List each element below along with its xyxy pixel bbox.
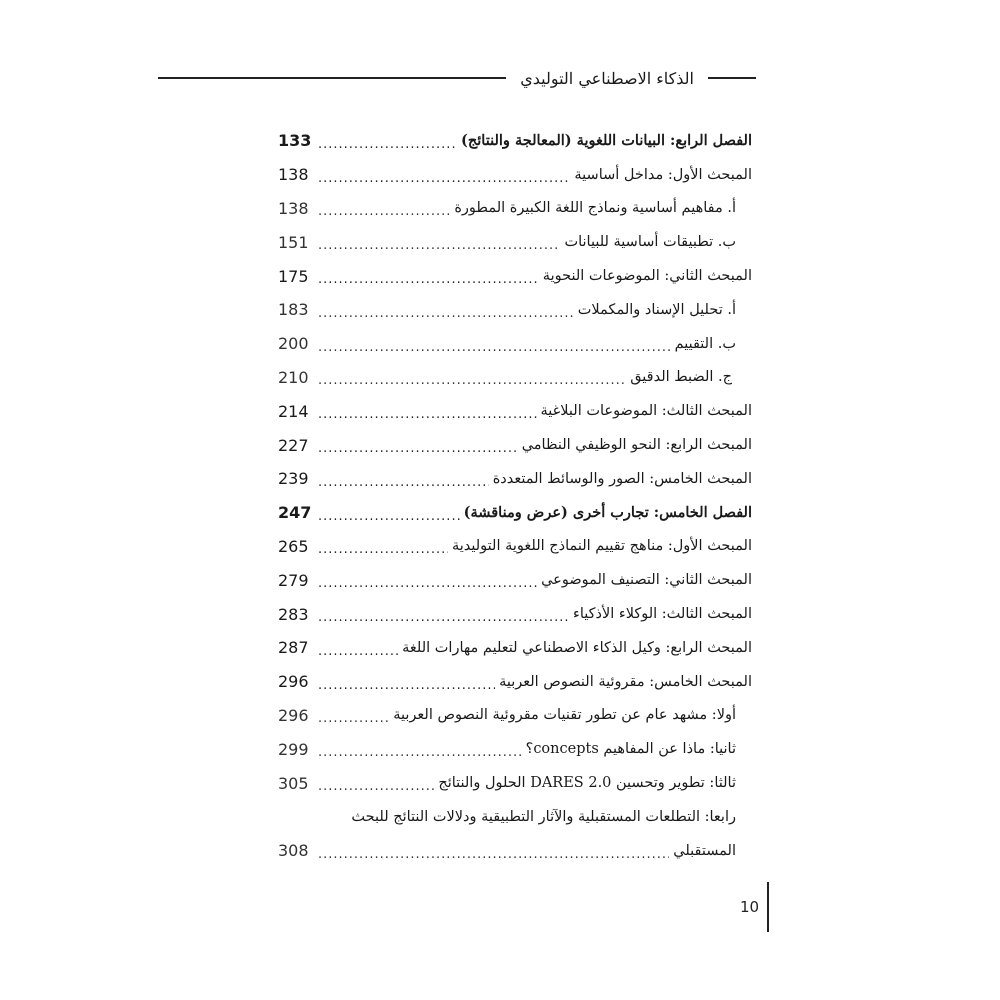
toc-row-chapter: [278, 124, 752, 158]
dot-leader: [318, 542, 448, 563]
toc-entry: الفصل الخامس: تجارب أخرى (عرض ومناقشة): [463, 504, 752, 522]
dot-leader: [318, 745, 522, 766]
toc-row-section: [278, 665, 752, 699]
toc-row-section: [278, 462, 752, 496]
toc-entry: المبحث الثاني: الموضوعات النحوية: [542, 268, 752, 285]
toc-row-subsection: [278, 361, 752, 395]
toc-entry: ثالثا: تطوير وتحسين DARES 2.0 الحلول والنتائج: [438, 775, 736, 792]
toc-row-section: [278, 530, 752, 564]
toc-entry: أ. تحليل الإسناد والمكملات: [577, 301, 736, 318]
dot-leader: [318, 306, 574, 327]
toc-page-number: 151: [278, 232, 309, 252]
toc-page-number: 227: [278, 435, 309, 455]
toc-page-number: 175: [278, 266, 309, 286]
dot-leader: [318, 509, 460, 530]
dot-leader: [318, 644, 398, 665]
dot-leader: [318, 340, 671, 361]
dot-leader: [318, 711, 389, 732]
toc-entry: المبحث الرابع: النحو الوظيفي النظامي: [521, 437, 752, 454]
header-rule-long: [158, 77, 506, 79]
toc-page-number: 210: [278, 367, 309, 387]
toc-entry: المبحث الثاني: التصنيف الموضوعي: [541, 572, 752, 589]
dot-leader: [318, 779, 434, 800]
toc-page-number: 214: [278, 401, 309, 421]
toc-row-subsection: [278, 293, 752, 327]
toc-page-number: 265: [278, 536, 309, 556]
toc-page-number: 279: [278, 570, 309, 590]
toc-page-number: 247: [278, 503, 312, 523]
toc-row-section: [278, 259, 752, 293]
toc-page-number: 283: [278, 604, 309, 624]
toc-entry: رابعا: التطلعات المستقبلية والآثار التطبيقية ودلالات النتائج للبحث: [351, 808, 736, 825]
toc-page-number: 138: [278, 198, 309, 218]
toc-row-chapter: [278, 496, 752, 530]
toc-page-number: 138: [278, 165, 309, 185]
toc-page-number: 296: [278, 672, 309, 692]
dot-leader: [318, 441, 518, 462]
dot-leader: [318, 407, 537, 428]
dot-leader: [318, 137, 457, 158]
toc-entry: المبحث الثالث: الموضوعات البلاغية: [540, 403, 752, 420]
toc-row-subsection: [278, 766, 752, 800]
header-rule-short: [708, 77, 756, 79]
dot-leader: [318, 847, 669, 868]
toc-page-number: 305: [278, 773, 309, 793]
toc-row-subsection: [278, 800, 752, 834]
toc-entry: المبحث الأول: مداخل أساسية: [574, 166, 752, 183]
toc-page-number: 299: [278, 739, 309, 759]
page-number: 10: [740, 898, 760, 916]
footer-rule: [767, 882, 769, 932]
toc-row-subsection: [278, 699, 752, 733]
dot-leader: [318, 678, 495, 699]
toc-entry: المبحث الرابع: وكيل الذكاء الاصطناعي لتعليم مهارات اللغة: [402, 639, 752, 656]
dot-leader: [318, 171, 570, 192]
dot-leader: [318, 272, 539, 293]
toc-page-number: 296: [278, 705, 309, 725]
dot-leader: [318, 204, 450, 225]
toc-page-number: 183: [278, 300, 309, 320]
toc-entry: المبحث الخامس: الصور والوسائط المتعددة: [492, 470, 752, 487]
toc-page-number: 239: [278, 469, 309, 489]
toc-entry: المستقبلي: [673, 842, 736, 859]
toc-entry: أ. مفاهيم أساسية ونماذج اللغة الكبيرة المطورة: [454, 200, 736, 217]
dot-leader: [318, 238, 560, 259]
dot-leader: [318, 576, 537, 597]
dot-leader: [318, 373, 626, 394]
toc-row-subsection: [278, 732, 752, 766]
toc-entry: ب. التقييم: [674, 335, 736, 352]
header-title: الذكاء الاصطناعي التوليدي: [520, 68, 694, 88]
toc-row-subsection: [278, 192, 752, 226]
dot-leader: [318, 610, 569, 631]
table-of-contents: [278, 124, 752, 868]
toc-page-number: 133: [278, 131, 312, 151]
page-footer: [740, 882, 780, 932]
toc-entry: ثانيا: ماذا عن المفاهيم concepts؟: [525, 741, 736, 758]
toc-row-section: [278, 158, 752, 192]
toc-page-number: 200: [278, 334, 309, 354]
toc-entry: ج. الضبط الدقيق: [630, 369, 732, 386]
toc-row-section: [278, 428, 752, 462]
toc-row-section: [278, 394, 752, 428]
toc-page-number: 308: [278, 841, 309, 861]
toc-entry: الفصل الرابع: البيانات اللغوية (المعالجة والنتائج): [461, 132, 752, 150]
dot-leader: [318, 475, 489, 496]
toc-row-subsection: [278, 327, 752, 361]
toc-entry: ب. تطبيقات أساسية للبيانات: [564, 234, 736, 251]
toc-entry: أولا: مشهد عام عن تطور تقنيات مقروئية النصوص العربية: [393, 707, 736, 724]
toc-row-subsection-continued: [278, 834, 752, 868]
toc-row-section: [278, 597, 752, 631]
toc-row-section: [278, 563, 752, 597]
toc-entry: المبحث الخامس: مقروئية النصوص العربية: [499, 673, 752, 690]
toc-row-section: [278, 631, 752, 665]
toc-row-subsection: [278, 225, 752, 259]
toc-entry: المبحث الأول: مناهج تقييم النماذج اللغوية التوليدية: [451, 538, 752, 555]
running-header: [158, 64, 756, 92]
toc-entry: المبحث الثالث: الوكلاء الأذكياء: [573, 606, 752, 623]
toc-page-number: 287: [278, 638, 309, 658]
